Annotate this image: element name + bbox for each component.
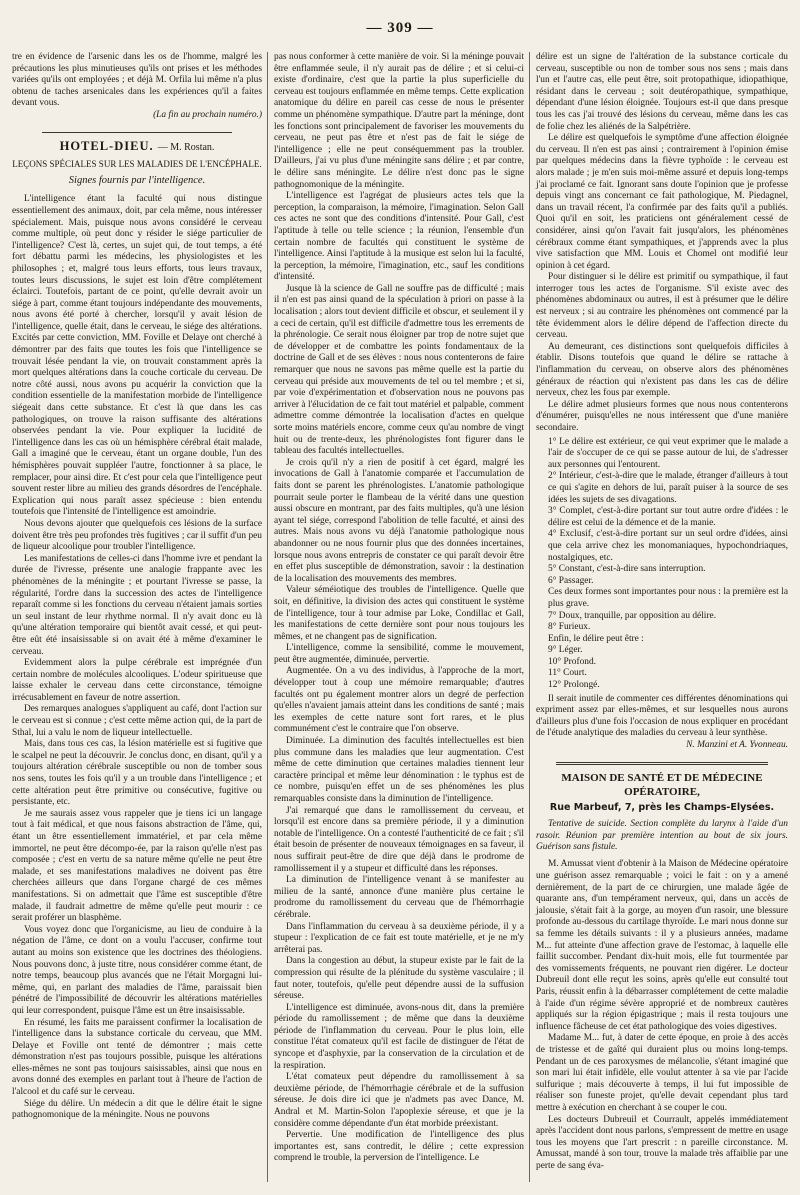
article-title: MAISON DE SANTÉ ET DE MÉDECINE OPÉRATOIRE, bbox=[561, 771, 763, 798]
paragraph: Je crois qu'il n'y a rien de positif à cet égard, malgré les invocations de Gall à l'anatomie comparée et l'accumulation de faits dont se parent les phrénologistes. L'anatomie pathologique pourrait seule porter le flambeau de la vérité dans une question aussi obscure en montrant, par des faits multiples, qu'à une lésion ayant tel siége, correspond l'abolition de telle faculté, et ainsi des autres. Mais nous avons vu déjà l'anatomie pathologique nous abandonner ou ne nous fournir plus que des données incertaines, lorsque nous avons entrepris de constater ce qui paraît devoir être en effet plus susceptible de démonstration, savoir : la destination de la localisation des mouvements des membres. bbox=[274, 457, 524, 584]
list-item: Ces deux formes sont importantes pour nous : la première est la plus grave. bbox=[548, 587, 788, 609]
paragraph: Nous devons ajouter que quelquefois ces lésions de la surface doivent être très peu profondes très fugitives ; car il suffit d'un peu de liqueur alcoolique pour troubler l'intelligence. bbox=[12, 518, 262, 553]
lesson-title: Signes fournis par l'intelligence. bbox=[68, 174, 206, 186]
intro-paragraph: tre en évidence de l'arsenic dans les os de l'homme, malgré les précautions les plus minutieuses qu'ils ont prises et les méthodes variées qu'ils ont employées ; et déjà M. Orfila lui même n'a plus obtenu de taches arsenicales dans les expériences qu'il a faites devant vous. bbox=[12, 52, 262, 109]
paragraph: Le délire est quelquefois le symptôme d'une affection éloignée du cerveau. Il n'en est pas ainsi ; contrairement à l'opinion émise par quelques médecins dans la fièvre typhoïde : le cerveau est alors malade ; je m'en suis moi-même assuré et depuis long-temps j'ai proclamé ce fait. Ignorant sans doute l'opinion que je professe depuis vingt ans concernant ce fait pathologique, M. Piedagnel, dans un travail récent, l'a confirmée par des faits qu'il a publiés. Quoi qu'il en soit, les praticiens ont généralement cessé de considérer, ainsi qu'on l'avait fait jusqu'alors, les phénomènes cérébraux comme étant sympathiques, et j'apprends avec la plus vive satisfaction que MM. Louis et Chomel ont modifié leur opinion à cet égard. bbox=[536, 133, 788, 271]
list-item: 2° Intérieur, c'est-à-dire que le malade, étranger d'ailleurs à tout ce qui s'agite en dehors de lui, paraît puiser à la source de ses idées les sujets de ses divagations. bbox=[548, 471, 788, 505]
list-item: 1° Le délire est extérieur, ce qui veut exprimer que le malade a l'air de s'occuper de ce qui se passe autour de lui, de s'adresser aux personnes qui l'entourent. bbox=[548, 436, 788, 470]
delirium-types-list bbox=[536, 437, 788, 692]
paragraph: Le délire admet plusieurs formes que nous nous contenterons d'énumérer, puisqu'elles ne nous intéressent que d'une manière secondaire. bbox=[536, 399, 788, 433]
section-author: — M. Rostan. bbox=[157, 141, 215, 153]
section-title: HOTEL-DIEU. bbox=[59, 138, 154, 153]
list-item: 12° Prolongé. bbox=[548, 680, 600, 691]
paragraph: L'état comateux peut dépendre du ramollissement à sa deuxième période, de l'hémorrhagie cérébrale et de la suffusion séreuse. Je dois dire ici que je n'admets pas avec Dance, M. Andral et M. Martin-Solon l'apoplexie séreuse, et que je la considère comme dépendante d'un état morbide préexistant. bbox=[274, 1072, 524, 1129]
paragraph: M. Amussat vient d'obtenir à la Maison de Médecine opératoire une guérison assez remarquable ; voici le fait : on y a amené dernièrement, de la part de ce chirurgien, une malade âgée de quarante ans, d'un tempérament nerveux, qui, dans un accès de jalousie, s'était fait à la gorge, au moyen d'un rasoir, une blessure profonde au-dessous du cartilage thyroïde. Le mari nous donne sur sa femme les détails suivants : il y a plusieurs années, madame M... fut atteinte d'une affection grave de l'estomac, à laquelle elle faillit succomber. Pendant dix-huit mois, elle fut tourmentée par des vomissements fréquents, ne pouvant rien digérer. Le docteur Dubreuil dont elle reçut les soins, après qu'elle eut consulté tout Paris, réussit enfin à la débarrasser complétement de cette maladie à l'aide d'un régime sévère approprié et de nombreux cautères appliqués sur la région épigastrique ; mais il resta toujours une influence fâcheuse de cet état pathologique des voies digestives. bbox=[536, 859, 788, 1032]
paragraph: Diminuée. La diminution des facultés intellectuelles est bien plus commune dans les maladies que leur augmentation. C'est même de cette diminution que certaines maladies tiennent leur caractère principal et même leur dénomination : le typhus est de ce nombre, puisqu'en effet un de ses phénomènes les plus remarquables consiste dans la diminution de l'intelligence. bbox=[274, 736, 524, 804]
section-subtitle: LEÇONS SPÉCIALES SUR LES MALADIES DE L'ENCÉPHALE. bbox=[12, 159, 262, 170]
continuation-note: (La fin au prochain numéro.) bbox=[153, 109, 262, 120]
paragraph: Les docteurs Dubreuil et Courrault, appelés immédiatement après l'accident dont nous parlons, s'empressent de mettre en usage tous les moyens que l'art prescrit : n pareille circonstance. M. Amussat, mandé à son tour, trouve la malade très affaiblie par une perte de sang éva- bbox=[536, 1114, 788, 1171]
paragraph: Il serait inutile de commenter ces différentes dénominations qui expriment assez par elles-mêmes, et sur lesquelles nous aurons d'ailleurs plus d'une fois l'occasion de nous expliquer en procédant de l'étude analytique des maladies du cerveau à leur synthèse. bbox=[536, 693, 788, 739]
list-item: 6° Passager. bbox=[548, 575, 594, 586]
paragraph: Mais, dans tous ces cas, la lésion matérielle est si fugitive que le scalpel ne peut la découvrir. Je conclus donc, en disant, qu'il y a toujours altération cérébrale susceptible ou non de tomber sous nos sens, toutes les fois qu'il y a un trouble dans l'intelligence ; et cette altération peut être primitive ou consécutive, fugitive ou persistante, etc. bbox=[12, 739, 262, 808]
paragraph: Des remarques analogues s'appliquent au café, dont l'action sur le cerveau est si connue ; c'est cette même action qui, de la part de Sthal, lui a valu le nom de liqueur intellectuelle. bbox=[12, 704, 262, 738]
paragraph: Je me saurais assez vous rappeler que je tiens ici un langage tout à fait médical, et que nous faisons abstraction de l'âme, qui, étant un être essentiellement immatériel, et par cela même immortel, ne peut être décompo-ée, par la raison qu'elle n'est pas composée ; c'est en vertu de sa nature même qu'elle ne peut être malade, et ses manifestations maladives ne doivent pas être cherchées ailleurs que dans l'organe chargé de ces mêmes manifestations. Si on admettait que l'âme est susceptible d'être malade, il faudrait admettre de même qu'elle peut mourir : ce serait proférer un blasphème. bbox=[12, 808, 262, 924]
article-subtitle: Tentative de suicide. Section complète du larynx à l'aide d'un rasoir. Réunion par première intention au bout de six jours. Guérison sans fistule. bbox=[536, 819, 788, 853]
paragraph: L'intelligence étant la faculté qui nous distingue essentiellement des animaux, doit, par cela même, nous intéresser spécialement. Mais, puisque nous avons considéré le cerveau comme multiple, où peut donc y résider le siége particulier de l'intelligence? C'est là, certes, un sujet qui, de tout temps, a été fort débattu parmi les médecins, les physiologistes et les philosophes ; et, malgré tous leurs efforts, tous leurs travaux, toutes leurs discussions, le sujet est loin d'être complétement éclairci. Toutefois, partant de ce point, qu'elle devrait avoir un siége à part, comme étant toujours indépendante des mouvements, nous avons été porté à chercher, lorsqu'il y avait lésion de l'intelligence, quelle était, dans le cerveau, le siége des altérations. Excités par cette conviction, MM. Foville et Delaye ont cherché à démontrer par des faits que toutes les fois que l'intelligence se trouvait lésée pendant la vie, on trouvait constamment après la mort quelques altérations dans la couche corticale du cerveau. De notre côté aussi, nous avons pu acquérir la conviction que la condition essentielle de la manifestation morbide de l'intelligence siégeait dans cette substance. Et c'est là que dans les cas pathologiques, on trouve la raison suffisante des altérations observées pendant la vie. Pour expliquer la lucidité de l'intelligence dans les cas où un hémisphère cérébral était malade, Gall a imaginé que le cerveau, étant un organe double, l'un des hémisphères pouvait suppléer l'autre, fonctionner à sa place, le remplacer, pour ainsi dire. Et c'est pour cela que l'intelligence peut souvent rester libre au milieu des grands désordres de l'encéphale. Explication qui nous paraît assez spécieuse : bien entendu toutefois que l'intensité de l'intelligence est amoindrie. bbox=[12, 194, 262, 518]
list-item: 3° Complet, c'est-à-dire portant sur tout autre ordre d'idées : le délire est celui de la démence et de la manie. bbox=[548, 506, 788, 528]
paragraph: Valeur séméiotique des troubles de l'intelligence. Quelle que soit, en définitive, la division des actes qui constituent le système de l'intelligence, tour à tour admise par Loke, Condillac et Gall, les manifestations de cette dernière sont pour nous toujours les mêmes, et ne changent pas de signification. bbox=[274, 585, 524, 642]
paragraph: Dans l'inflammation du cerveau à sa deuxième période, il y a stupeur : l'explication de ce fait est toute matérielle, et je ne m'y arrêterai pas. bbox=[274, 921, 524, 955]
list-item: Enfin, le délire peut être : bbox=[548, 633, 644, 644]
list-item: 5° Constant, c'est-à-dire sans interruption. bbox=[548, 564, 706, 575]
paragraph: Augmentée. On a vu des individus, à l'approche de la mort, développer tout à coup une mémoire remarquable; d'autres facultés ont pu également montrer alors un degré de perfection qu'elles n'avaient jamais atteint dans les conditions de santé ; mais les exemples de cette nature sont fort rares, et le plus communément c'est le contraire que l'on observe. bbox=[274, 666, 524, 735]
paragraph: pas nous conformer à cette manière de voir. Si la méninge pouvait être enflammée seule, il n'y aurait pas de délire ; et si celui-ci existe d'ordinaire, c'est que la partie la plus superficielle du cerveau est toujours enflammée en même temps. Cette explication anatomique du délire en pareil cas cesse de nous le présenter comme un phénomène sympathique. D'autre part la méninge, dont les fonctions sont principalement de favoriser les mouvements du cerveau, ne peut pas être et n'est pas de fait le siége de l'intelligence ; elle ne peut conséquemment pas la troubler. D'ailleurs, j'ai vu plus d'une méningite sans délire ; et par contre, le délire sans méningite. Le délire n'est donc pas le signe pathognomonique de la méningite. bbox=[274, 52, 524, 190]
list-item: 10° Profond. bbox=[548, 656, 597, 667]
article-address: Rue Marbeuf, 7, près les Champs-Elysées. bbox=[549, 801, 775, 813]
paragraph: La diminution de l'intelligence venant à se manifester au milieu de la santé, annonce d'une manière plus certaine le prodrome du ramollissement du cerveau que de l'hémorrhagie cérébrale. bbox=[274, 875, 524, 920]
paragraph: L'intelligence est l'agrégat de plusieurs actes tels que la perception, la comparaison, la mémoire, l'imagination. Selon Gall ces actes ne sont que des conditions d'intensité. Pour Gall, c'est l'aptitude à telle ou telle science ; la réunion, l'ensemble d'un certain nombre de facultés qui constituent le système de l'intelligence. Ainsi l'aptitude à la musique est selon lui la faculté, la perception, la mémoire, l'imagination, etc., sauf les conditions d'intensité. bbox=[274, 191, 524, 283]
paragraph: Madame M... fut, à dater de cette époque, en proie à des accès de tristesse et de gaîté qui duraient plus ou moins long-temps. Pendant un de ces paroxysmes de mélancolie, s'étant imaginé que son mari lui était infidèle, elle voulut attenter à sa vie par l'acide sulfurique ; mais découverte à temps, il lui fut impossible de réaliser son funeste projet, qu'elle devait cependant plus tard mettre à exécution en cherchant à se couper le cou. bbox=[536, 1033, 788, 1113]
paragraph: délire est un signe de l'altération de la substance corticale du cerveau, susceptible ou non de tomber sous nos sens ; mais dans l'un et l'autre cas, elle peut être, soit protopathique, idiopathique, résidant dans le cerveau ; soit deutéropathique, sympathique, dépendant d'une lésion éloignée. Toujours est-il que dans presque tous les cas j'ai trouvé des lésions du cerveau, même dans les cas de folie chez les aliénés de la Salpétrière. bbox=[536, 52, 788, 132]
paragraph: Vous voyez donc que l'organicisme, au lieu de conduire à la négation de l'âme, ce dont on a voulu l'accuser, confirme tout autant au moins son existence que les doctrines des théologiens. Nous pouvons donc, à juste titre, nous considérer comme étant, de notre temps, beaucoup plus avancés que ne l'était Morgagni lui-même, qui, en parlant des maladies de l'âme, paraissait bien pénétré de l'impossibilité de découvrir les altérations matérielles qui leur correspondent, puisque l'âme est un être insaisissable. bbox=[12, 924, 262, 1016]
divider bbox=[42, 132, 232, 133]
columns bbox=[12, 52, 788, 1182]
page-number: — 309 — bbox=[366, 20, 434, 36]
paragraph: En résumé, les faits me paraissent confirmer la localisation de l'intelligence dans la substance corticale du cerveau, que MM. Delaye et Foville ont tenté de démontrer ; mais cette démonstration n'est pas toujours possible, puisque les altérations elles-mêmes ne sont pas toujours saisissables, ainsi que nous en avons donné des exemples en parlant tout à l'heure de l'action de l'alcool et du café sur le cerveau. bbox=[12, 1017, 262, 1098]
column-1 bbox=[12, 52, 262, 1182]
paragraph: L'intelligence est diminuée, avons-nous dit, dans la première période du ramollissement ; de même que dans la deuxième période de l'inflammation du cerveau. Pour le plus loin, elle constitue l'état comateux qu'il est facile de distinguer de l'état de syncope et d'asphyxie, par la conservation de la circulation et de la respiration. bbox=[274, 1002, 524, 1071]
paragraph: J'ai remarqué que dans le ramollissement du cerveau, et lorsqu'il est encore dans sa première période, il y a diminution notable de l'intelligence. On a contesté l'authenticité de ce fait ; s'il était besoin de présenter de nouveaux témoignages en sa faveur, il nous suffirait peut-être de dire que déjà dans le prodrome de ramollissement il y a stupeur et difficulté dans les réponses. bbox=[274, 805, 524, 874]
paragraph: Evidemment alors la pulpe cérébrale est imprégnée d'un certain nombre de molécules alcooliques. L'odeur spiritueuse que laisse exhaler le cerveau dans cette circonstance, témoigne irrécusablement en faveur de notre assertion. bbox=[12, 658, 262, 703]
list-item: 9° Léger. bbox=[548, 645, 583, 656]
paragraph: Pour distinguer si le délire est primitif ou sympathique, il faut interroger tous les actes de l'organisme. S'il existe avec des phénomènes abdominaux ou autres, il est à présumer que le délire est nerveux ; si au contraire les phénomènes ont commencé par la tête évidemment alors le délire dépend de l'affection directe du cerveau. bbox=[536, 272, 788, 341]
paragraph: L'intelligence, comme la sensibilité, comme le mouvement, peut être augmentée, diminuée, pervertie. bbox=[274, 643, 524, 665]
column-2 bbox=[267, 52, 524, 1182]
paragraph: Au demeurant, ces distinctions sont quelquefois difficiles à établir. Disons toutefois que quand le délire se rattache à l'inflammation du cerveau, on observe alors des phénomènes généraux de réaction qui n'existent pas dans les cas de délire nerveux, chez les fous par exemple. bbox=[536, 341, 788, 399]
list-item: 7° Doux, tranquille, par opposition au délire. bbox=[548, 610, 717, 621]
paragraph: Les manifestations de celles-ci dans l'homme ivre et pendant la durée de l'ivresse, présente une analogie frappante avec les phénomènes de la méningite ; et pourtant l'ivresse se passe, la régularité, l'ordre dans la succession des actes de l'intelligence reparaît comme si les fonctions du cerveau n'étaient jamais sorties un seul instant de leur rhythme normal. Il n'y avait donc eu là qu'une altération temporaire qui bientôt avait cessé, et qui peut-être eût été insaisissable si on avait été à même d'examiner le cerveau. bbox=[12, 553, 262, 657]
column-3 bbox=[529, 52, 788, 1182]
authors-signature: N. Manzini et A. Yvonneau. bbox=[686, 740, 788, 751]
list-item: 4° Exclusif, c'est-à-dire portant sur un seul ordre d'idées, ainsi que cela arrive chez les monomaniaques, hypochondriaques, nostalgiques, etc. bbox=[548, 529, 788, 563]
list-item: 11° Court. bbox=[548, 668, 587, 679]
paragraph: Siége du délire. Un médecin a dit que le délire était le signe pathognomonique de la méningite. Nous ne pouvons bbox=[12, 1098, 262, 1121]
section-heading bbox=[12, 138, 262, 154]
paragraph: Jusque là la science de Gall ne souffre pas de difficulté ; mais il n'en est pas ainsi quand de la spéculation à priori on passe à la localisation ; alors tout devient difficile et obscur, et seulement il y a ceci de certain, qu'il est difficile d'admettre tous les errements de la phrénologie. Ce serait nous éloigner par trop de notre sujet que de développer et de combattre les points fondamentaux de la doctrine de Gall et de ses élèves : nous nous contenterons de faire remarquer que nous ne savons pas même quelle est la partie du cerveau qui préside aux mouvements de tel ou tel membre ; et si, par voie d'expérimentation et d'observation nous ne pouvons pas arriver à l'élucidation de ce fait tout matériel et palpable, comment admettre comme démontrée la localisation d'actes en quelque sorte moins matériels encore, comme ceux qu'au nombre de vingt huit ou de trente-deux, les phrénologistes font figurer dans le tableau des facultés intellectuelles. bbox=[274, 283, 524, 457]
paragraph: Dans la congestion au début, la stupeur existe par le fait de la compression qui résulte de la plénitude du système vasculaire ; il faut noter, toutefois, qu'elle peut dépendre aussi de la suffusion séreuse. bbox=[274, 956, 524, 1002]
list-item: 8° Furieux. bbox=[548, 622, 591, 633]
paragraph: Pervertie. Une modification de l'intelligence des plus importantes est, sans contredit, le délire ; cette expression comprend le trouble, la perversion de l'intelligence. Le bbox=[274, 1130, 524, 1164]
divider bbox=[556, 762, 768, 765]
